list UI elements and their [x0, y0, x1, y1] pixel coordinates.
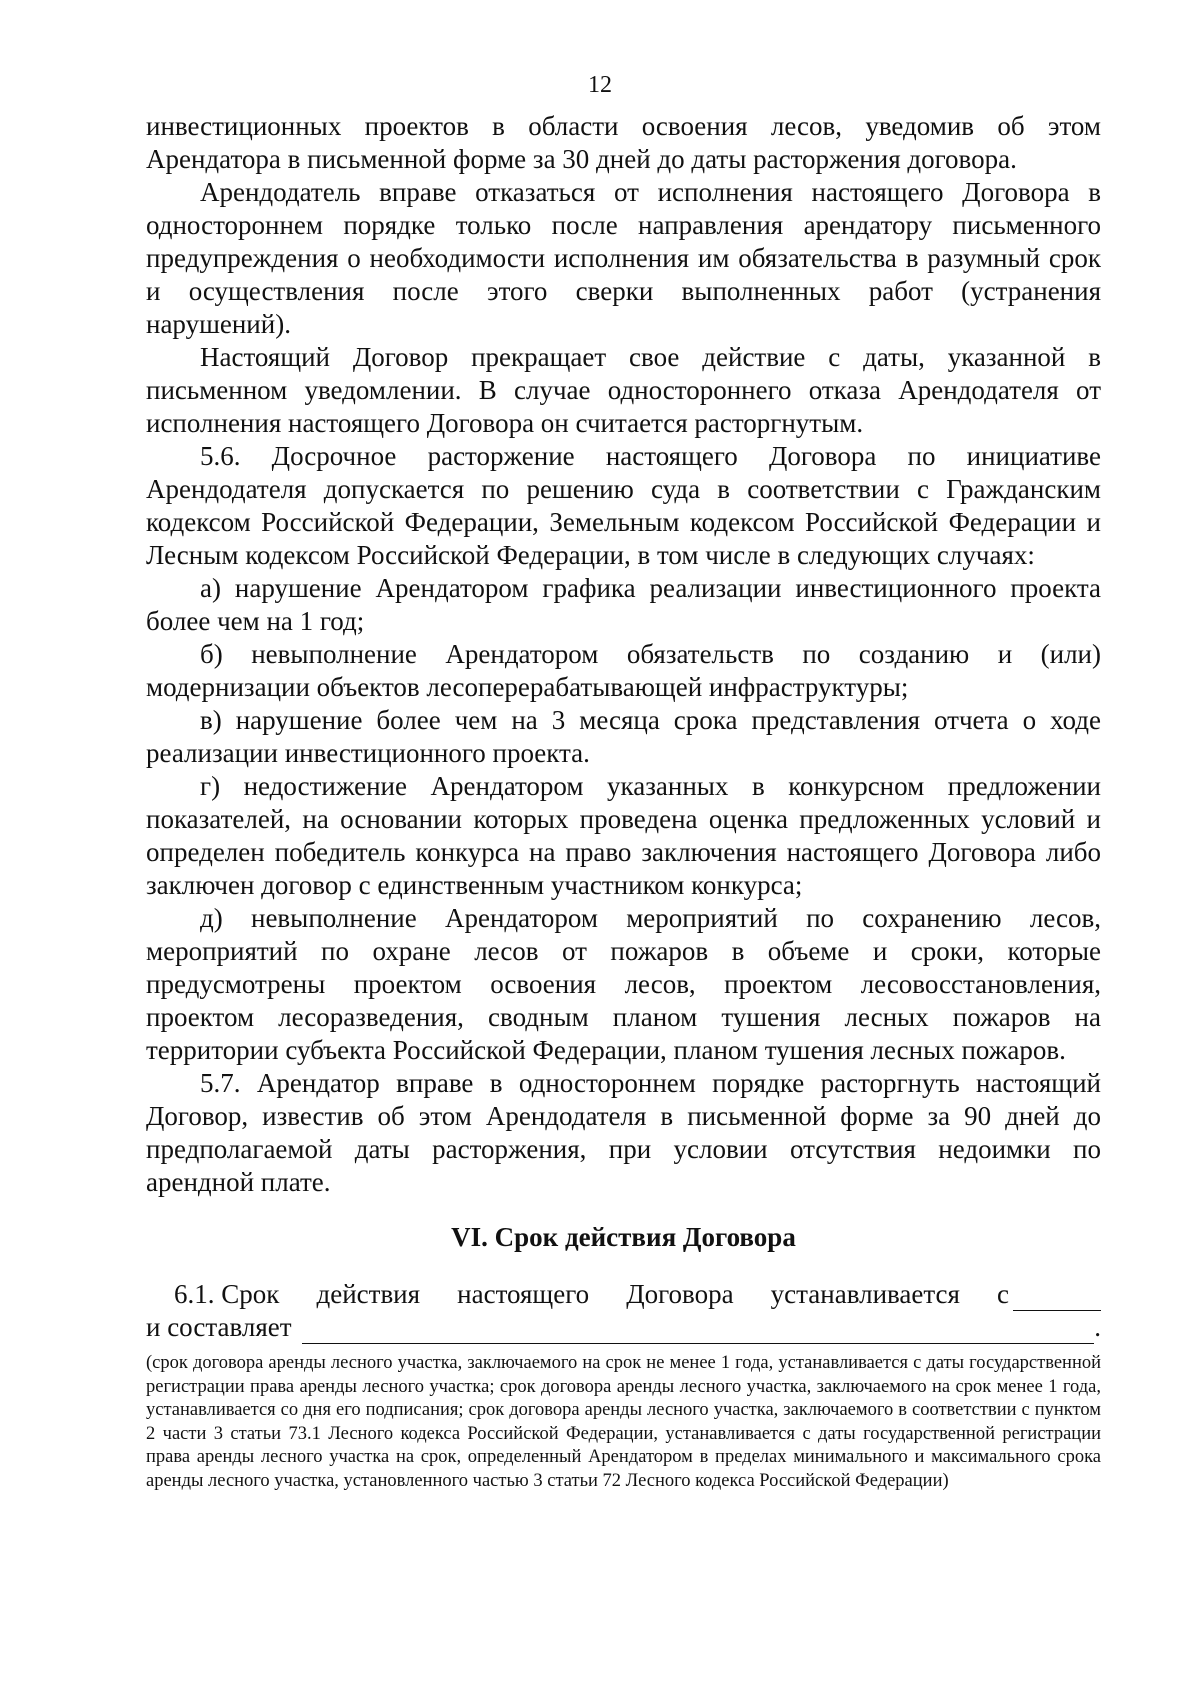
clause-6-1-word: настоящего	[457, 1279, 590, 1309]
section-heading: VI. Срок действия Договора	[451, 1222, 796, 1252]
clause-6-1-words	[174, 1278, 1009, 1311]
paragraph-termination-effect: Настоящий Договор прекращает свое действие с даты, указанной в письменном уведомлении. В случае одностороннего отказа Арендодателя от исполнения настоящего Договора он считается расторгнутым.	[146, 342, 1101, 438]
clause-5-6-item-v: в) нарушение более чем на 3 месяца срока представления отчета о ходе реализации инвестиционного проекта.	[146, 705, 1101, 768]
clause-6-1-line	[146, 1278, 1101, 1311]
page-number: 12	[588, 72, 612, 98]
clause-5-6-item-a: а) нарушение Арендатором графика реализации инвестиционного проекта более чем на 1 год;	[146, 573, 1101, 636]
start-date-blank	[1013, 1284, 1101, 1311]
clause-6-1-word: устанавливается	[770, 1279, 960, 1309]
clause-5-6-item-g: г) недостижение Арендатором указанных в конкурсном предложении показателей, на основании которых проведена оценка предложенных условий и определен победитель конкурса на право заключения настоящего Договора либо заключен договор с единственным участником конкурса;	[146, 771, 1101, 900]
clause-6-1-word: действия	[316, 1279, 421, 1309]
term-end-mark: .	[1094, 1312, 1101, 1342]
clause-5-6-item-b: б) невыполнение Арендатором обязательств по созданию и (или) модернизации объектов лесоперерабатывающей инфраструктуры;	[146, 639, 1101, 702]
footnote-term-explanation: (срок договора аренды лесного участка, заключаемого на срок не менее 1 года, устанавливается с даты государственной регистрации права аренды лесного участка; срок договора аренды лесного участка, заключаемого на срок менее 1 года, устанавливается со дня его подписания; срок договора аренды лесного участка, заключаемого в соответствии с пунктом 2 части 3 статьи 73.1 Лесного кодекса Российской Федерации, устанавливается с даты государственной регистрации права аренды лесного участка на срок, определенный Арендатором в пределах минимального и максимального срока аренды лесного участка, установленного частью 3 статьи 72 Лесного кодекса Российской Федерации)	[146, 1353, 1101, 1491]
paragraph-continuation: инвестиционных проектов в области освоения лесов, уведомив об этом Арендатора в письменной форме за 30 дней до даты расторжения договора.	[146, 111, 1101, 174]
paragraph-lessor-refusal: Арендодатель вправе отказаться от исполнения настоящего Договора в одностороннем порядке только после направления арендатору письменного предупреждения о необходимости исполнения им обязательства в разумный срок и осуществления после этого сверки выполненных работ (устранения нарушений).	[146, 177, 1101, 339]
clause-6-1-word: Договора	[626, 1279, 734, 1309]
clause-5-6-item-d: д) невыполнение Арендатором мероприятий по сохранению лесов, мероприятий по охране лесов от пожаров в объеме и сроки, которые предусмотрены проектом освоения лесов, проектом лесовосстановления, проектом лесоразведения, сводным планом тушения лесных пожаров на территории субъекта Российской Федерации, планом тушения лесных пожаров.	[146, 903, 1101, 1065]
clause-6-1-term-line	[146, 1311, 1101, 1344]
clause-5-6: 5.6. Досрочное расторжение настоящего Договора по инициативе Арендодателя допускается по решению суда в соответствии с Гражданским кодексом Российской Федерации, Земельным кодексом Российской Федерации и Лесным кодексом Российской Федерации, в том числе в следующих случаях:	[146, 441, 1101, 570]
document-body	[146, 110, 1101, 1493]
clause-6-1-word: 6.1. Срок	[174, 1279, 280, 1309]
term-blank	[302, 1317, 1095, 1344]
clause-6-1-term-label: и составляет	[146, 1312, 292, 1342]
clause-5-7: 5.7. Арендатор вправе в одностороннем порядке расторгнуть настоящий Договор, известив об этом Арендодателя в письменной форме за 90 дней до предполагаемой даты расторжения, при условии отсутствия недоимки по арендной плате.	[146, 1068, 1101, 1197]
clause-6-1-word: с	[997, 1279, 1009, 1309]
